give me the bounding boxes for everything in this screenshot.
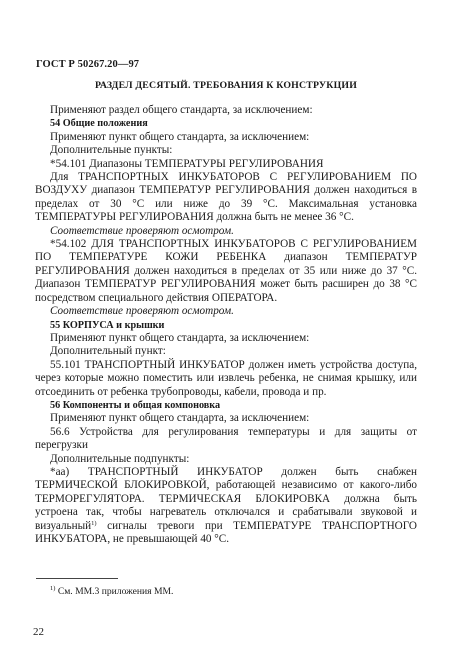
page-number: 22 xyxy=(33,626,44,638)
paragraph-1: Применяют раздел общего стандарта, за исключением: xyxy=(50,104,313,116)
clause-56-6: 56.6 Устройства для регулирования температуры и для защиты от перегрузки xyxy=(35,425,417,452)
standard-designation: ГОСТ Р 50267.20—97 xyxy=(36,59,140,70)
footnote-divider xyxy=(36,578,118,579)
footnote-reference: 1) xyxy=(91,519,97,527)
subclause-aa-text-2: сигналы тревоги при ТЕМПЕРАТУРЕ ТРАНСПОРТНОГО ИНКУБАТОРА, не превышающей 40 °С. xyxy=(35,519,417,545)
clause-heading-55: 55 КОРПУСА и крышки xyxy=(50,319,165,331)
subclause-aa xyxy=(35,466,417,546)
section-title: РАЗДЕЛ ДЕСЯТЫЙ. ТРЕБОВАНИЯ К КОНСТРУКЦИИ xyxy=(94,80,358,91)
clause-54-101: *54.101 Диапазоны ТЕМПЕРАТУРЫ РЕГУЛИРОВАНИЯ xyxy=(50,157,324,170)
paragraph-3: Применяют пункт общего стандарта, за исключением: xyxy=(50,130,310,143)
paragraph-6: Для ТРАНСПОРТНЫХ ИНКУБАТОРОВ С РЕГУЛИРОВАНИЕМ ПО ВОЗДУХУ диапазон ТЕМПЕРАТУР РЕГУЛИРОВАНИЯ должен находиться в пределах от 30 °С или ниже до 39 °С. Максимальная установка ТЕМПЕРАТУРЫ РЕГУЛИРОВАНИЯ должна быть не менее 36 °С. xyxy=(35,171,417,224)
clause-54-102: *54.102 ДЛЯ ТРАНСПОРТНЫХ ИНКУБАТОРОВ С РЕГУЛИРОВАНИЕМ ПО ТЕМПЕРАТУРЕ КОЖИ РЕБЕНКА диапазон ТЕМПЕРАТУР РЕГУЛИРОВАНИЯ должен находиться в пределах от 35 или ниже до 37 °С. Диапазон ТЕМПЕРАТУР РЕГУЛИРОВАНИЯ может быть расширен до 38 °С посредством специального действия ОПЕРАТОРА. xyxy=(35,238,417,304)
clause-heading-56: 56 Компоненты и общая компоновка xyxy=(50,399,221,411)
clause-55-101: 55.101 ТРАНСПОРТНЫЙ ИНКУБАТОР должен иметь устройства доступа, через которые можно поместить или извлечь ребенка, не снимая крышку, или отсоединить от ребенка трубопроводы, кабели, провода и пр. xyxy=(35,358,417,398)
clause-heading-54: 54 Общие положения xyxy=(50,118,148,130)
footnote xyxy=(50,586,173,597)
compliance-note-2: Соответствие проверяют осмотром. xyxy=(50,305,234,318)
footnote-text: См. ММ.3 приложения ММ. xyxy=(55,586,174,597)
paragraph-4: Дополнительные пункты: xyxy=(50,144,173,157)
paragraph-17: Дополнительные подпункты: xyxy=(50,452,190,465)
paragraph-11: Применяют пункт общего стандарта, за исключением: xyxy=(50,331,310,344)
paragraph-12: Дополнительный пункт: xyxy=(50,345,166,358)
compliance-note-1: Соответствие проверяют осмотром. xyxy=(50,224,234,237)
subclause-aa-text-1: *аа) ТРАНСПОРТНЫЙ ИНКУБАТОР должен быть снабжен ТЕРМИЧЕСКОЙ БЛОКИРОВКОЙ, работающей независимо от какого-либо ТЕРМОРЕГУЛЯТОРА. ТЕРМИЧЕСКАЯ БЛОКИРОВКА должна быть устроена так, чтобы нагреватель отключался и срабатывали звуковой и визуальный xyxy=(35,465,417,532)
document-body xyxy=(35,104,417,546)
footnote-mark: 1) xyxy=(50,585,56,592)
paragraph-15: Применяют пункт общего стандарта, за исключением: xyxy=(50,412,310,425)
